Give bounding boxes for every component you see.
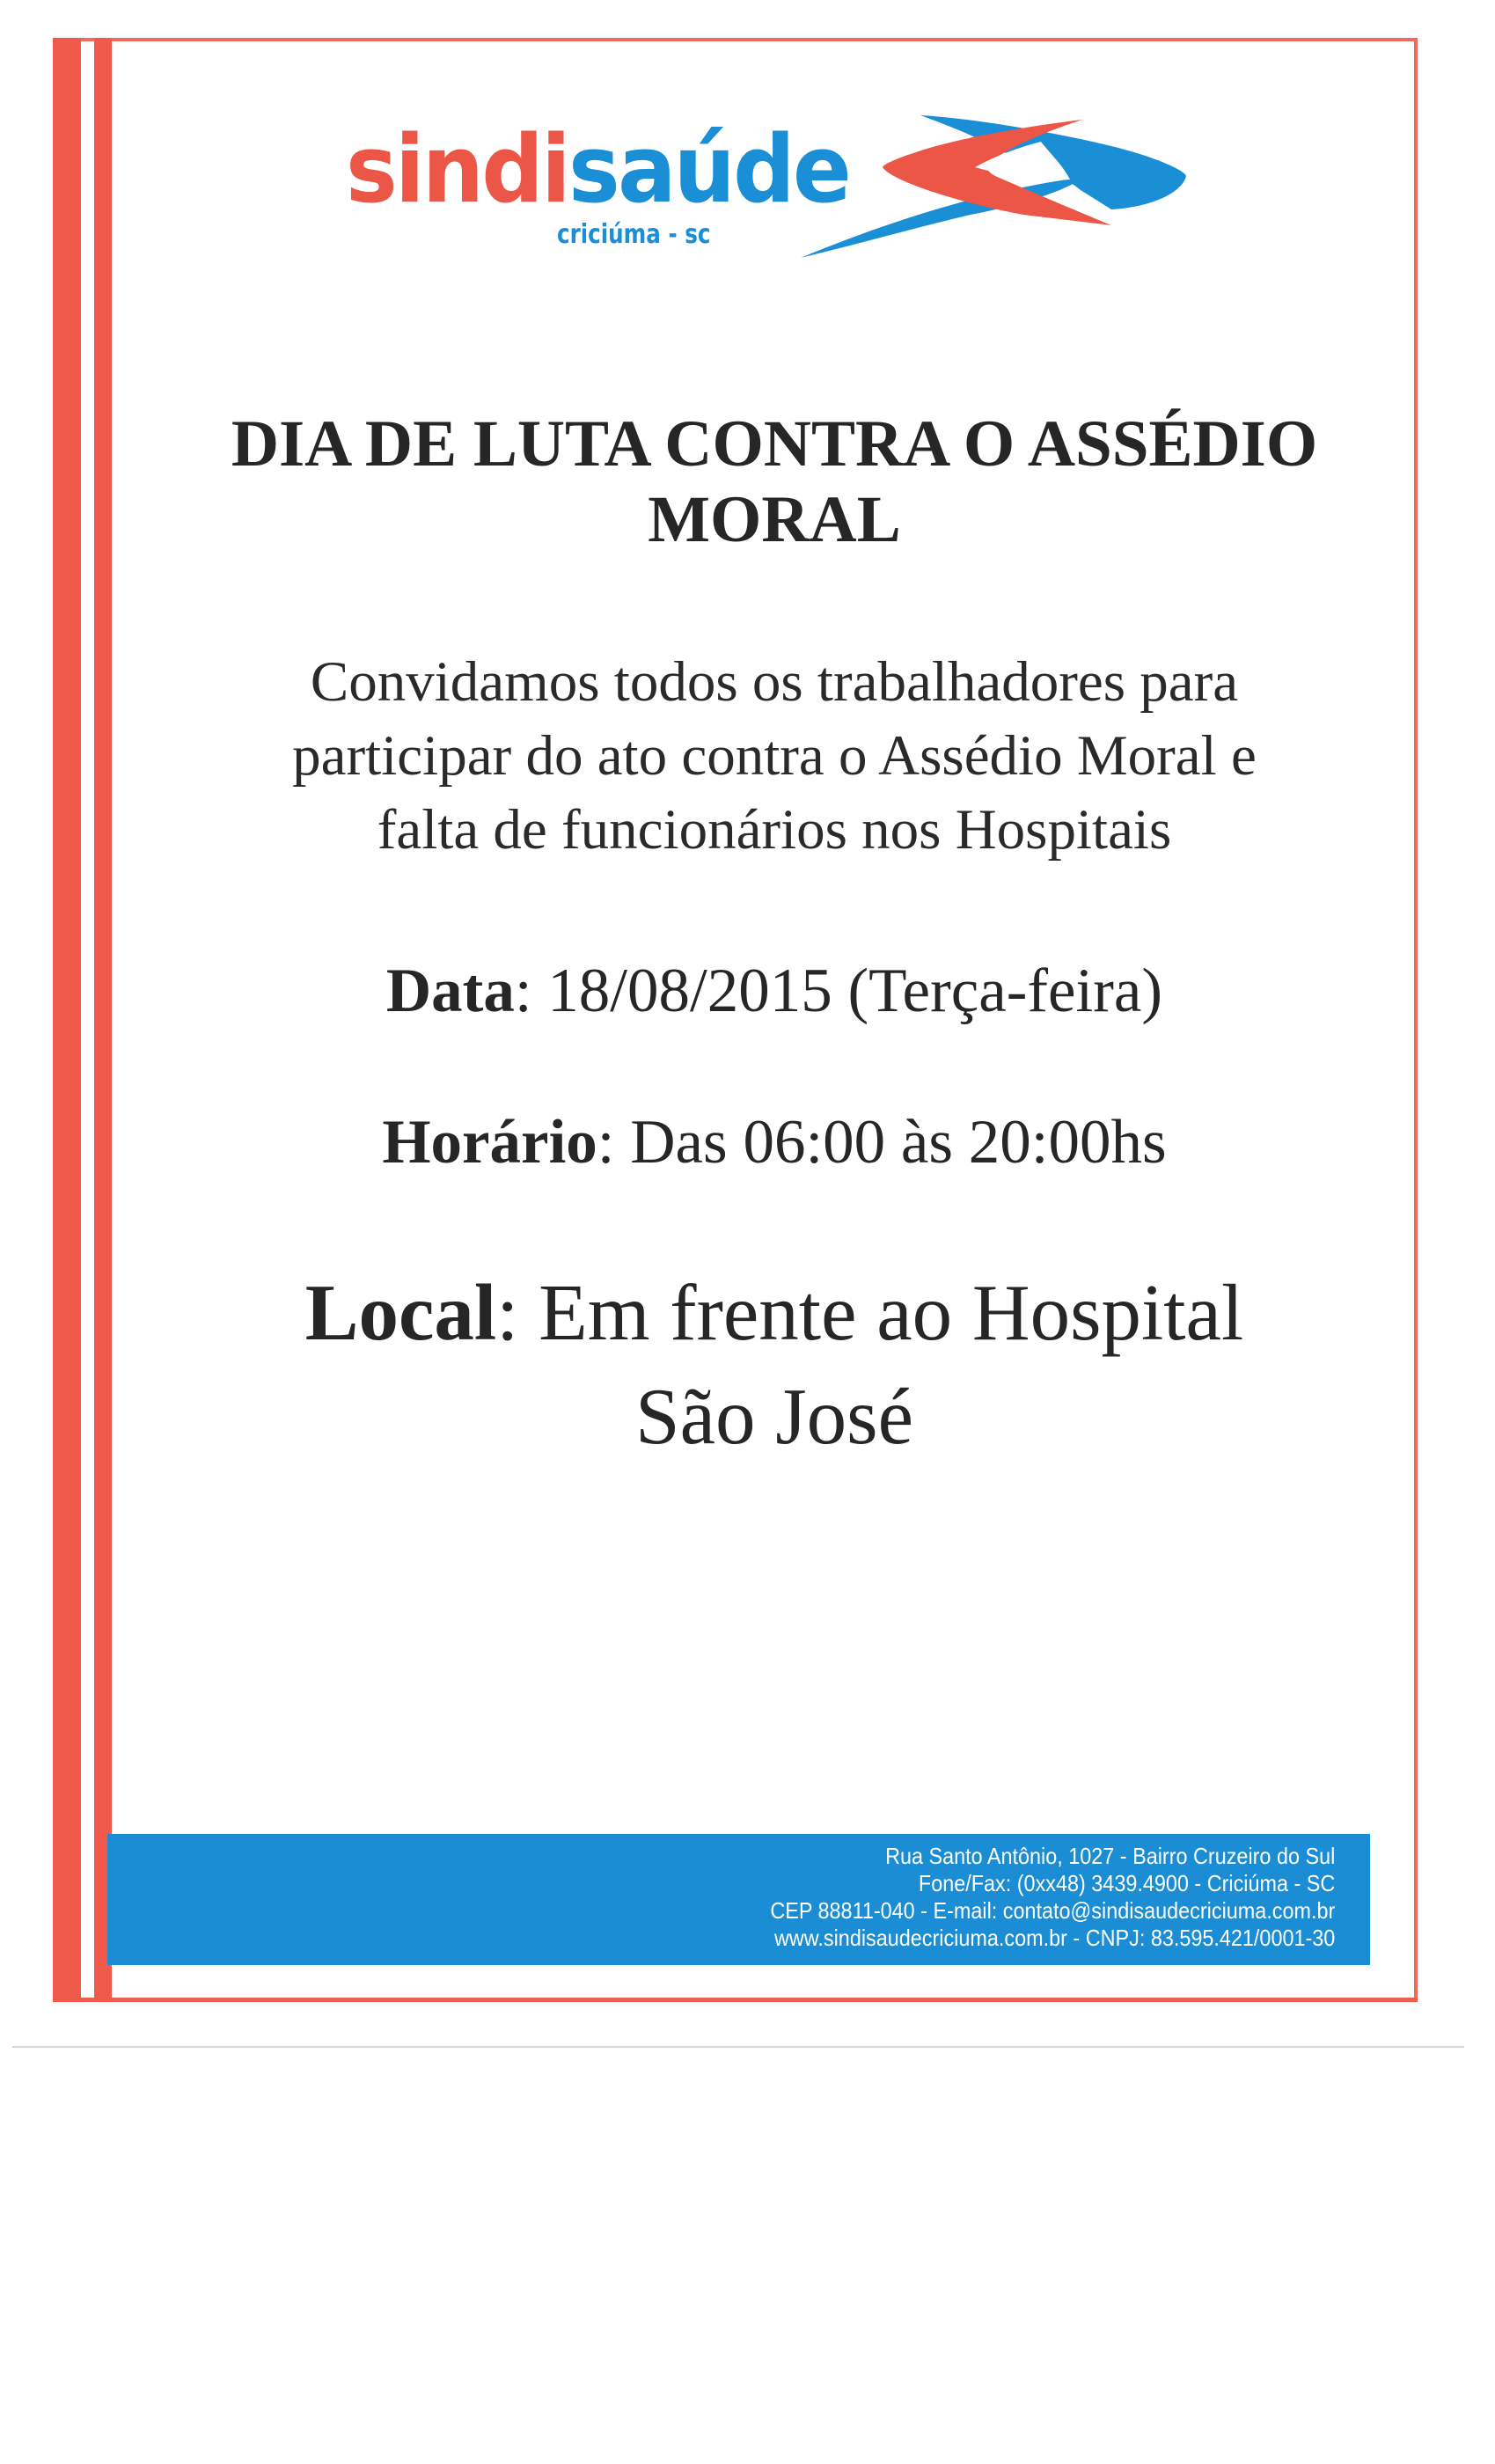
footer-contact-text — [770, 1843, 1335, 1952]
invitation-line-1: Convidamos todos os trabalhadores para — [310, 650, 1239, 714]
date-label: Data — [385, 957, 515, 1025]
event-date — [141, 954, 1408, 1028]
invitation-line-3: falta de funcionários nos Hospitais — [377, 798, 1172, 862]
footer-contact-box — [107, 1834, 1370, 1965]
swoosh-emblem-icon — [795, 111, 1199, 260]
location-value: : Em frente ao Hospital — [496, 1268, 1244, 1357]
frame-top-border — [53, 38, 1418, 41]
frame-left-thick-bar — [53, 38, 81, 2002]
headline-line-1: DIA DE LUTA CONTRA O ASSÉDIO — [231, 407, 1318, 480]
scanned-paper-edge — [12, 2046, 1464, 2048]
frame-right-border — [1414, 38, 1418, 2002]
logo-wordmark — [346, 115, 849, 224]
frame-bottom-border — [53, 1998, 1418, 2002]
time-label: Horário — [382, 1108, 597, 1177]
logo-subtitle: criciúma - sc — [557, 219, 711, 250]
logo-word-sindi: sindi — [346, 115, 569, 224]
logo-word-saude: saúde — [568, 115, 849, 224]
headline-line-2: MORAL — [648, 483, 901, 556]
event-location-line-1 — [141, 1265, 1408, 1361]
footer-phone: Fone/Fax: (0xx48) 3439.4900 - Criciúma - SC — [918, 1870, 1335, 1896]
footer-address: Rua Santo Antônio, 1027 - Bairro Cruzeiro do Sul — [884, 1843, 1335, 1869]
location-label: Local — [304, 1268, 497, 1357]
frame-left-thin-bar — [94, 38, 112, 2002]
sindisaude-logo — [346, 104, 1208, 262]
footer-website-cnpj: www.sindisaudecriciuma.com.br - CNPJ: 83.595.421/0001-30 — [773, 1925, 1335, 1951]
event-location-line-2: São José — [635, 1372, 913, 1461]
time-value: : Das 06:00 às 20:00hs — [597, 1108, 1167, 1177]
invitation-line-2: participar do ato contra o Assédio Moral e — [292, 724, 1257, 788]
date-value: : 18/08/2015 (Terça-feira) — [514, 957, 1163, 1025]
event-time — [141, 1105, 1408, 1179]
footer-email: CEP 88811-040 - E-mail: contato@sindisaudecriciuma.com.br — [770, 1897, 1335, 1924]
